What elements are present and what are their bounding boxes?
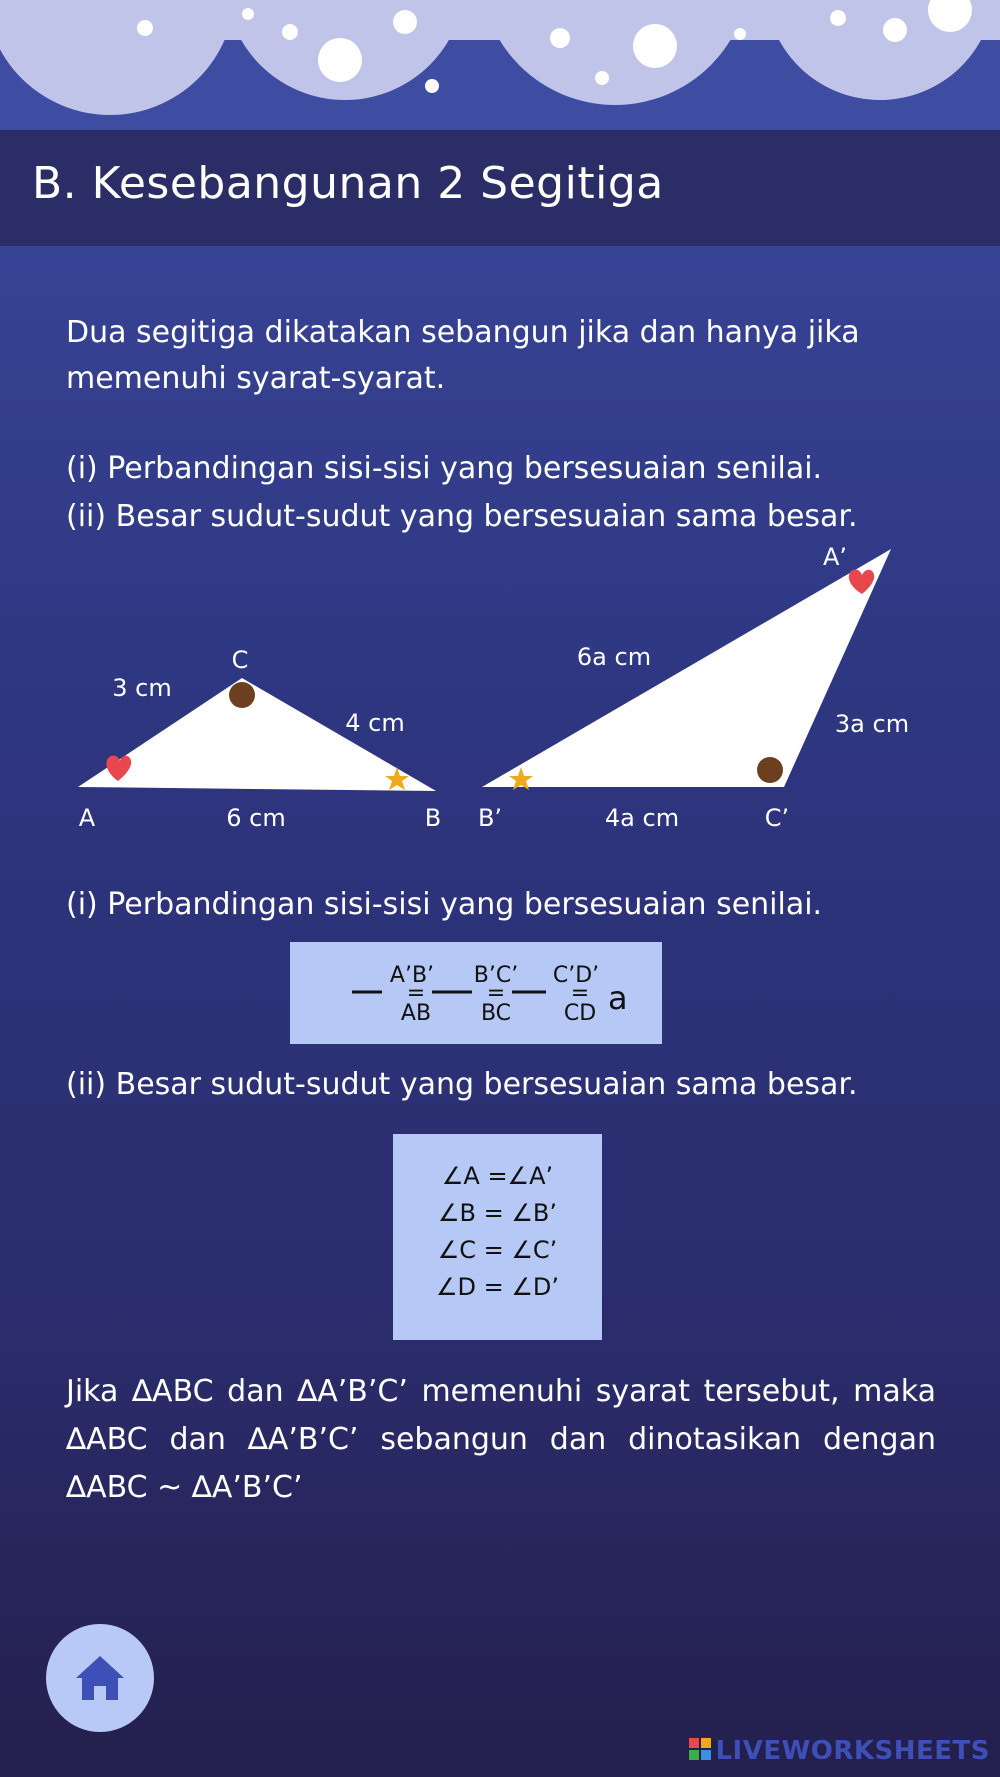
- brown-dot-icon: [229, 682, 255, 708]
- fraction-1-eq: =: [406, 981, 426, 1006]
- brown-dot-icon: [757, 757, 783, 783]
- vertex-c-label: C: [231, 646, 249, 674]
- angle-line-b: ∠B = ∠B’: [438, 1199, 557, 1227]
- ratio-heading: (i) Perbandingan sisi-sisi yang bersesuaian senilai.: [66, 887, 823, 922]
- watermark-text: LIVEWORKSHEETS: [715, 1736, 990, 1766]
- fraction-2-denominator: BC: [480, 1001, 512, 1026]
- vertex-b-prime-label: B’: [477, 804, 503, 832]
- fraction-2-numerator: B’C’: [473, 963, 519, 988]
- liveworksheets-logo-icon: [689, 1738, 711, 1760]
- side-cb-label: 4 cm: [345, 709, 405, 737]
- angles-heading: (ii) Besar sudut-sudut yang bersesuaian sama besar.: [66, 1067, 858, 1102]
- page-title: B. Kesebangunan 2 Segitiga: [32, 158, 664, 209]
- fraction-1-denominator: AB: [400, 1001, 432, 1026]
- vertex-b-label: B: [424, 804, 442, 832]
- triangle-a-b-c-prime: [482, 549, 891, 787]
- similar-triangles-diagram: [0, 535, 1000, 835]
- conclusion-text: Jika ∆ABC dan ∆A’B’C’ memenuhi syarat tersebut, maka ∆ABC dan ∆A’B’C’ sebangun dan dinotasikan dengan ∆ABC ~ ∆A’B’C’: [66, 1374, 936, 1505]
- fraction-3-numerator: C’D’: [552, 963, 600, 988]
- angles-equality-box: [393, 1134, 602, 1340]
- condition-2-text: (ii) Besar sudut-sudut yang bersesuaian sama besar.: [66, 499, 858, 534]
- ratio-result: a: [608, 979, 628, 1017]
- side-ac-label: 3 cm: [112, 674, 172, 702]
- ratio-formula-box: [290, 942, 662, 1044]
- vertex-a-label: A: [78, 804, 96, 832]
- vertex-a-prime-label: A’: [822, 543, 848, 571]
- intro-text: Dua segitiga dikatakan sebangun jika dan hanya jika memenuhi syarat-syarat.: [66, 315, 860, 396]
- fraction-1-numerator: A’B’: [389, 963, 435, 988]
- home-icon: [72, 1650, 128, 1706]
- fraction-2-eq: =: [486, 981, 506, 1006]
- angle-line-a: ∠A =∠A’: [441, 1162, 554, 1190]
- home-button[interactable]: [46, 1624, 154, 1732]
- side-ca-prime-label: 3a cm: [834, 710, 910, 738]
- fraction-3-denominator: CD: [563, 1001, 597, 1026]
- fraction-3-eq: =: [570, 981, 590, 1006]
- side-bc-prime-label: 4a cm: [604, 804, 680, 832]
- side-ab-label: 6 cm: [226, 804, 286, 832]
- angle-line-d: ∠D = ∠D’: [436, 1273, 559, 1301]
- angle-line-c: ∠C = ∠C’: [437, 1236, 558, 1264]
- header-cloud-decoration: [0, 0, 1000, 130]
- liveworksheets-watermark: [689, 1736, 990, 1766]
- vertex-c-prime-label: C’: [764, 804, 790, 832]
- condition-1-text: (i) Perbandingan sisi-sisi yang bersesuaian senilai.: [66, 451, 823, 486]
- side-ba-prime-label: 6a cm: [576, 643, 652, 671]
